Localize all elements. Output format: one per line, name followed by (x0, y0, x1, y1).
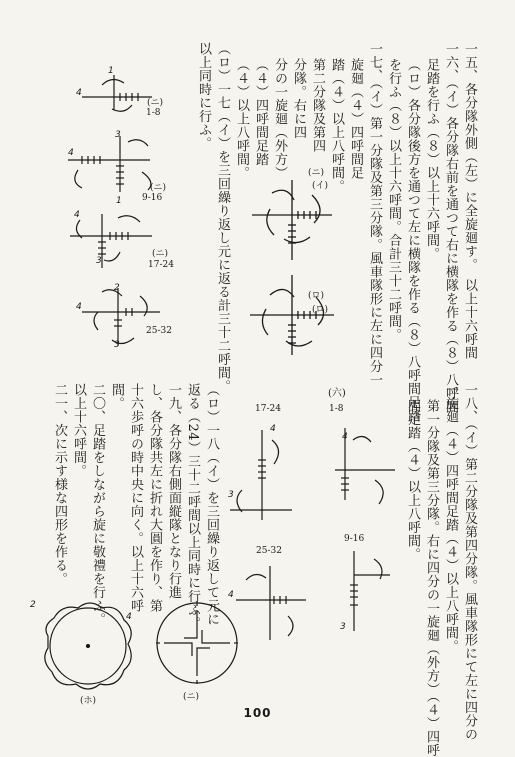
text-line: 一八、（イ）第二分隊及第四分隊。風車隊形にて左に四分の (462, 383, 477, 741)
text-line: 間。 (109, 383, 124, 410)
fig-label: 9-16 (142, 193, 163, 203)
position-number: 4 (270, 424, 276, 434)
step-diagram-b2 (325, 420, 405, 520)
position-number: 2 (114, 283, 120, 293)
fig-label: (ロ) (308, 291, 325, 301)
position-number: 3 (114, 340, 120, 350)
text-line: 踏（４）以上八呼間。 (329, 58, 344, 193)
fig-mark: (ニ) (147, 98, 164, 108)
position-number: 4 (228, 590, 234, 600)
position-number: 4 (68, 148, 74, 158)
fig-mark: (ニ) (150, 183, 167, 193)
text-line: （ロ）各分隊後方を通つて左に横隊を作る（８）八呼間足踏 (405, 58, 420, 423)
text-line: （ロ）一七（イ）を三回繰り返し元に返る計三十二呼間。 (215, 42, 230, 393)
fig-label: 25-32 (146, 326, 172, 336)
step-diagram-b1 (222, 420, 312, 530)
text-line: 十六歩呼の時中央に向く。以上十六呼 (128, 383, 143, 613)
cross-circle-diagram (152, 598, 242, 688)
text-line: 第二分隊及第四 (310, 58, 325, 153)
text-line: 間足踏（４）以上八呼間。 (405, 399, 420, 561)
position-number: 1 (108, 66, 114, 76)
text-line: を行ふ（８）以上十六呼間。合計三十二呼間。 (386, 58, 401, 342)
position-number: 4 (76, 302, 82, 312)
text-line: 一旋廻（４）四呼間足踏（４）以上八呼間。 (443, 383, 458, 653)
text-line: 分隊。右に四 (291, 58, 306, 139)
position-number: 3 (115, 130, 121, 140)
position-number: 4 (74, 210, 80, 220)
text-line: 一五、各分隊外側（左）に全旋廻す。 以上十六呼間 (462, 42, 477, 360)
fig-label: 17-24 (148, 260, 174, 270)
text-line: し、各分隊共左に折れ大圓を作り、第 (147, 383, 162, 613)
text-line: 一六、（イ）各分隊右前を通つて右に横隊を作る（８）八呼間 (443, 42, 458, 414)
text-line: 分の一旋廻（外方） (272, 58, 287, 180)
text-line: 第一分隊及第三分隊。右に四分の一旋廻（外方）（４）四呼 (424, 399, 439, 757)
text-line: 以上同時に行ふ。 (196, 42, 211, 150)
position-number: 1 (116, 196, 122, 206)
text-line: （４）四呼間足踏 (253, 58, 268, 166)
text-line: 返る（24）三十二呼間以上同時に行ふ。 (185, 383, 200, 631)
fig-label: (ニ) (308, 168, 325, 178)
page-number: 100 (243, 706, 272, 720)
position-number: 4 (342, 432, 348, 442)
section-mark: (六) (328, 388, 346, 399)
fig-label: 25-32 (256, 546, 282, 556)
text-line: （４）以上八呼間。 (234, 58, 249, 180)
fig-mark: (イ) (312, 181, 329, 191)
text-line: 二〇、足踏をしながら旋に敬禮を行ふ。 (90, 383, 105, 626)
fig-mark: (ロ) (312, 305, 329, 315)
wavy-circle-diagram (38, 596, 138, 696)
text-line: 足踏を行ふ（８）以上十六呼間。 (424, 58, 439, 261)
text-line: （ロ）一八（イ）を三回繰り返して元に (204, 383, 219, 626)
text-line: 二一、次に示す様な四形を作る。 (52, 383, 67, 586)
position-number: 3 (228, 490, 234, 500)
text-line: 一九、各分隊右側面縦隊となり行進 (166, 383, 181, 599)
text-line: 以上十六呼間。 (71, 383, 86, 478)
fig-label: (ニ) (183, 692, 200, 702)
position-number: 4 (126, 612, 132, 622)
position-number: 4 (76, 88, 82, 98)
pinwheel-diagram (232, 165, 352, 365)
position-number: 3 (96, 256, 102, 266)
text-line: 一七、（イ）第一分隊及第三分隊。風車隊形に左に四分一 (367, 42, 382, 387)
position-number: 3 (340, 622, 346, 632)
fig-label: (ホ) (80, 696, 97, 706)
text-line: 旋廻（４）四呼間足 (348, 58, 363, 180)
fig-label: 1-8 (329, 404, 344, 414)
fig-label: 1-8 (146, 108, 161, 118)
fig-mark: (ニ) (152, 249, 169, 259)
fig-label: 17-24 (255, 404, 281, 414)
step-diagram-25-32 (72, 282, 172, 352)
fig-label: 9-16 (344, 534, 365, 544)
position-number: 2 (30, 600, 36, 610)
